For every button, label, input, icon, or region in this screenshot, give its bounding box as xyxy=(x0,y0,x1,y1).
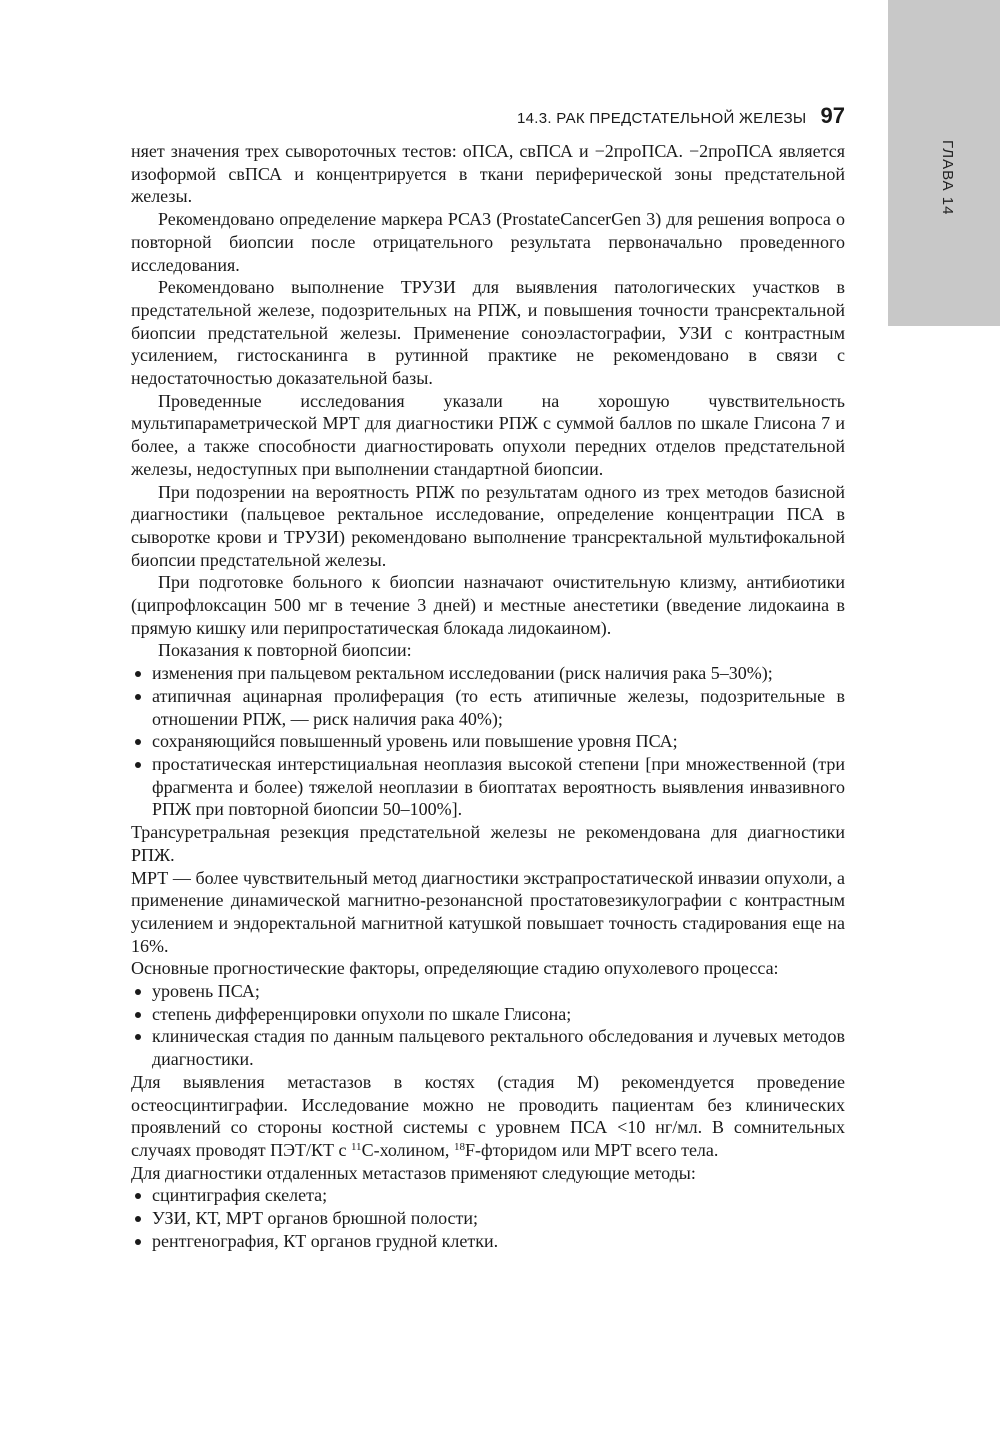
list-item: простатическая интерстициальная неоплазия высокой степени [при множественной (три фрагмента и более) тяжелой неоплазии в биоптатах вероятность выявления инвазивного РПЖ при повторной биопсии 50–100%]. xyxy=(131,753,845,821)
page-number: 97 xyxy=(820,103,845,128)
superscript: 11 xyxy=(350,1140,362,1153)
paragraph: МРТ — более чувствительный метод диагностики экстрапростатической инвазии опухоли, а применение динамической магнитно-резонансной простатовезикулографии с контрастным усилением и эндоректальной магнитной катушкой повышает точность стадирования еще на 16%. xyxy=(131,867,845,956)
list-item: изменения при пальцевом ректальном исследовании (риск наличия рака 5–30%); xyxy=(131,662,845,685)
running-head xyxy=(480,103,845,129)
paragraph xyxy=(131,1071,845,1162)
text-run: Для выявления метастазов в костях (стадия М) рекомендуется проведение остеосцинтиграфии. Исследование можно не проводить пациентам без клинических проявлений со стороны костной системы с уровнем ПСА <10 нг/мл. В сомнительных случаях проводят ПЭТ/КТ с xyxy=(131,1071,845,1160)
paragraph: Для диагностики отдаленных метастазов применяют следующие методы: xyxy=(131,1162,696,1183)
page-content xyxy=(131,140,845,1252)
list-item: атипичная ацинарная пролиферация (то есть атипичные железы, подозрительные в отношении РПЖ, — риск наличия рака 40%); xyxy=(131,685,845,730)
paragraph: няет значения трех сывороточных тестов: оПСА, свПСА и −2проПСА. −2проПСА является изоформой свПСА и концентрируется в ткани периферической зоны предстательной железы. xyxy=(131,141,845,207)
list-item: сцинтиграфия скелета; xyxy=(131,1184,845,1207)
superscript: 18 xyxy=(453,1140,465,1153)
rebiopsy-indications-list xyxy=(131,662,845,821)
metastasis-methods-list xyxy=(131,1184,845,1252)
paragraph: Рекомендовано выполнение ТРУЗИ для выявления патологических участков в предстательной железе, подозрительных на РПЖ, и повышения точности трансректальной биопсии предстательной железы. Применение соноэластографии, УЗИ с контрастным усилением, гистосканинга в рутинной практике не рекомендовано в связи с недостаточностью доказательной базы. xyxy=(131,277,845,389)
text-run: С-холином, xyxy=(361,1139,454,1160)
list-item: клиническая стадия по данным пальцевого ректального обследования и лучевых методов диагностики. xyxy=(131,1025,845,1070)
section-title: 14.3. РАК ПРЕДСТАТЕЛЬНОЙ ЖЕЛЕЗЫ xyxy=(516,110,807,127)
list-item: сохраняющийся повышенный уровень или повышение уровня ПСА; xyxy=(131,730,845,753)
paragraph: При подготовке больного к биопсии назначают очистительную клизму, антибиотики (ципрофлоксацин 500 мг в течение 3 дней) и местные анестетики (введение лидокаина в прямую кишку или перипростатическая блокада лидокаином). xyxy=(131,572,845,638)
paragraph: При подозрении на вероятность РПЖ по результатам одного из трех методов базисной диагностики (пальцевое ректальное исследование, определение концентрации ПСА в сыворотке крови и ТРУЗИ) рекомендовано выполнение трансректальной мультифокальной биопсии предстательной железы. xyxy=(131,481,845,570)
text-run: F-фторидом или МРТ всего тела. xyxy=(464,1139,719,1160)
chapter-label: ГЛАВА 14 xyxy=(939,140,956,216)
list-item: рентгенография, КТ органов грудной клетки. xyxy=(131,1230,845,1253)
list-item: степень дифференцировки опухоли по шкале Глисона; xyxy=(131,1003,845,1026)
paragraph: Показания к повторной биопсии: xyxy=(158,640,412,661)
paragraph: Основные прогностические факторы, определяющие стадию опухолевого процесса: xyxy=(131,958,779,979)
list-item: уровень ПСА; xyxy=(131,980,845,1003)
list-item: УЗИ, КТ, МРТ органов брюшной полости; xyxy=(131,1207,845,1230)
paragraph: Рекомендовано определение маркера РСА3 (ProstateCancerGen 3) для решения вопроса о повторной биопсии после отрицательного результата первоначально проведенного исследования. xyxy=(131,209,845,275)
prognostic-factors-list xyxy=(131,980,845,1071)
paragraph: Трансуретральная резекция предстательной железы не рекомендована для диагностики РПЖ. xyxy=(131,822,845,865)
paragraph: Проведенные исследования указали на хорошую чувствительность мультипараметрической МРТ для диагностики РПЖ с суммой баллов по шкале Глисона 7 и более, а также способности диагностировать опухоли передних отделов предстательной железы, недоступных при выполнении стандартной биопсии. xyxy=(131,390,845,479)
